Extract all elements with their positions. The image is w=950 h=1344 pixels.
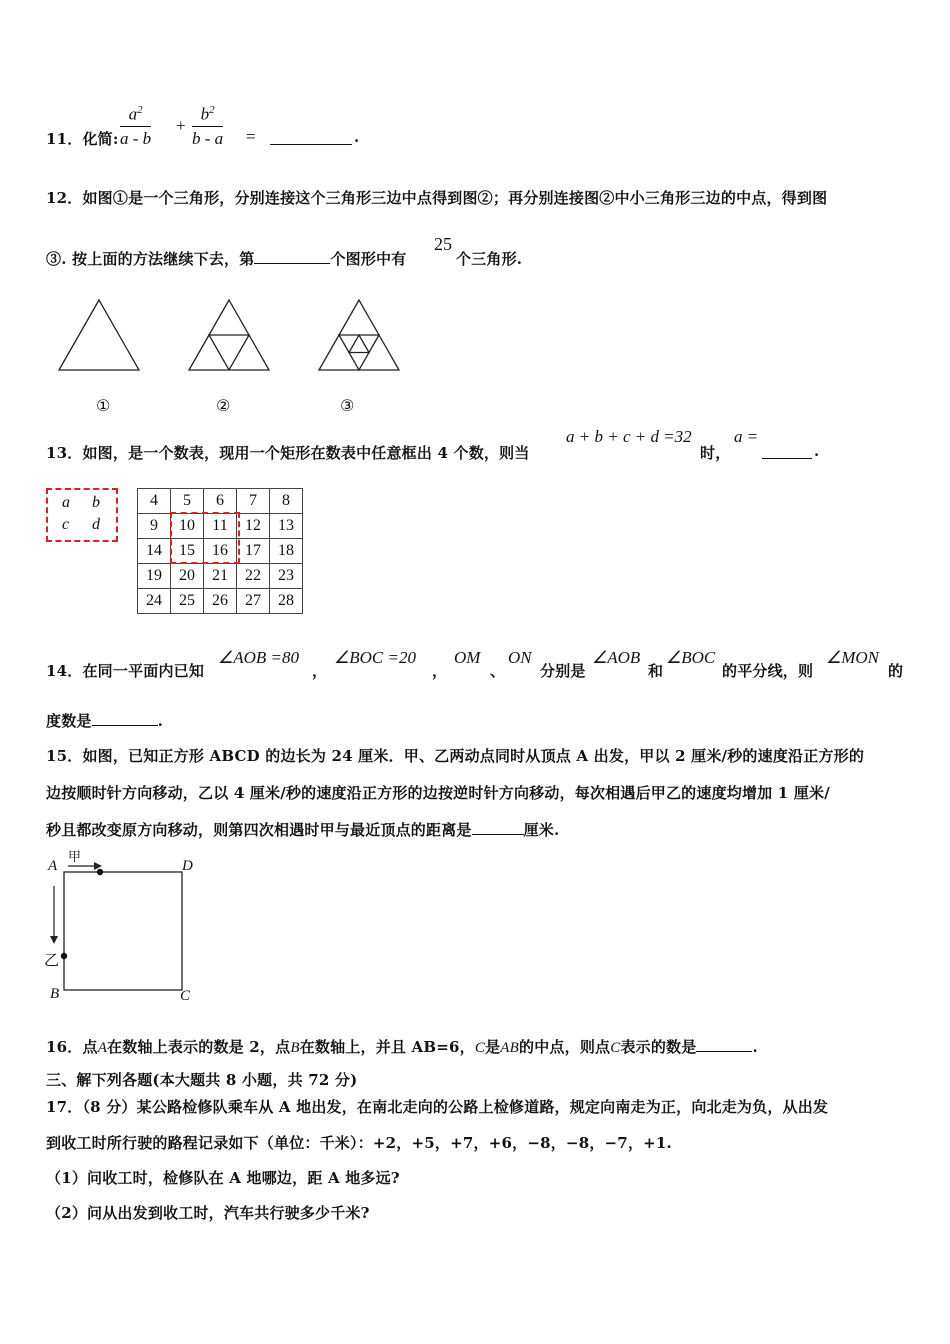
table-cell: 23 xyxy=(270,564,303,589)
q15-line3-a: 秒且都改变原方向移动，则第四次相遇时甲与最近顶点的距离是 xyxy=(46,821,472,839)
q16-point-a: A xyxy=(97,1040,108,1056)
legend-b: b xyxy=(92,494,100,511)
table-cell: 28 xyxy=(270,589,303,614)
table-cell: 4 xyxy=(138,489,171,514)
legend-a: a xyxy=(62,494,70,511)
q13-selection-box xyxy=(170,512,240,564)
q14-answer-blank xyxy=(92,711,158,726)
q12-count: 25 xyxy=(434,234,452,254)
table-cell: 24 xyxy=(138,589,171,614)
q16-part: 是 xyxy=(485,1038,501,1056)
q13-text-b: 时， xyxy=(700,444,731,462)
table-cell: 19 xyxy=(138,564,171,589)
q14-text-c: 和 xyxy=(648,662,664,680)
q14-text-d: 的平分线，则 xyxy=(722,662,814,680)
q16-answer-blank xyxy=(696,1037,752,1052)
table-cell: 27 xyxy=(237,589,270,614)
q13-answer-blank xyxy=(762,444,812,463)
q16-part: 在数轴上，并且 AB=6， xyxy=(299,1038,475,1056)
table-cell: 11 xyxy=(204,514,237,539)
jia-arrow-head xyxy=(94,862,102,870)
table-cell: 18 xyxy=(270,539,303,564)
q17-line1: 17．（8 分）某公路检修队乘车从 A 地出发，在南北走向的公路上检修道路，规定向南走为正，向北走为负，从出发 xyxy=(46,1098,829,1116)
vertex-b: B xyxy=(50,986,60,1002)
triangle-figure-3 xyxy=(319,300,399,370)
q13-condition: a + b + c + d =32 xyxy=(566,427,692,446)
legend-c: c xyxy=(62,516,70,533)
table-row xyxy=(138,589,303,614)
q11-fraction-1 xyxy=(120,104,151,149)
table-row xyxy=(138,564,303,589)
fig-label-2: ② xyxy=(216,396,231,415)
q16-part: 表示的数是 xyxy=(620,1038,697,1056)
q14-angle-boc-20: ∠BOC =20 xyxy=(334,648,416,667)
q16-part: 的中点，则点 xyxy=(519,1038,611,1056)
table-cell: 25 xyxy=(171,589,204,614)
q16-point-c: C xyxy=(474,1040,486,1056)
q15-line1: 15．如图，已知正方形 ABCD 的边长为 24 厘米．甲、乙两动点同时从顶点 A 出发，甲以 2 厘米/秒的速度沿正方形的 xyxy=(46,747,865,765)
q12-line2 xyxy=(46,248,406,269)
q11-frac2-den: b - a xyxy=(192,128,224,148)
table-cell: 10 xyxy=(171,514,204,539)
square-abcd xyxy=(64,872,182,990)
yi-point xyxy=(61,953,67,959)
q14-angle-boc: ∠BOC xyxy=(666,648,716,667)
q14-sep3: 、 xyxy=(490,662,506,680)
q16-part: 在数轴上表示的数是 2，点 xyxy=(107,1038,291,1056)
q15-line3-b: 厘米. xyxy=(523,821,560,839)
q11-plus: + xyxy=(176,116,186,135)
yi-arrow-head xyxy=(50,936,58,944)
q12-line2-c: 个三角形. xyxy=(456,250,523,268)
q12-answer-blank xyxy=(254,249,330,264)
table-cell: 14 xyxy=(138,539,171,564)
label-yi: 乙 xyxy=(44,951,60,969)
table-cell: 12 xyxy=(237,514,270,539)
table-cell: 13 xyxy=(270,514,303,539)
q12-line1: 12．如图①是一个三角形，分别连接这个三角形三边中点得到图②；再分别连接图②中小三角形三边的中点，得到图 xyxy=(46,189,828,207)
q16-text xyxy=(46,1036,758,1057)
triangle-figure-2 xyxy=(189,300,269,370)
label-jia: 甲 xyxy=(68,850,82,865)
q16-period: . xyxy=(752,1038,758,1056)
table-cell: 26 xyxy=(204,589,237,614)
q17-line2: 到收工时所行驶的路程记录如下（单位：千米）：+2，+5，+7，+6，−8，−8，−7，+1. xyxy=(46,1134,672,1152)
table-cell: 16 xyxy=(204,539,237,564)
q11-period: . xyxy=(354,128,360,146)
q14-period: . xyxy=(157,712,164,730)
q14-angle-aob-80: ∠AOB =80 xyxy=(218,648,300,667)
q16-point-c: C xyxy=(610,1040,621,1056)
table-cell: 9 xyxy=(138,514,171,539)
q11-label: 11．化简: xyxy=(46,130,119,148)
table-cell: 8 xyxy=(270,489,303,514)
legend-d: d xyxy=(92,516,100,533)
q17-sub1: （1）问收工时，检修队在 A 地哪边，距 A 地多远? xyxy=(46,1169,400,1187)
q12-triangle-figures xyxy=(0,290,420,380)
q12-line2-b: 个图形中有 xyxy=(330,250,407,268)
q15-answer-blank xyxy=(472,820,524,835)
q11-frac2-num: b xyxy=(200,104,210,124)
vertex-d: D xyxy=(182,858,193,874)
q11-frac1-num: a xyxy=(128,104,138,124)
q13-ask: a = xyxy=(734,427,759,446)
q14-text-e: 的 xyxy=(888,662,904,680)
vertex-c: C xyxy=(180,988,191,1004)
table-cell: 21 xyxy=(204,564,237,589)
q11-equals: = xyxy=(246,127,256,146)
table-cell: 6 xyxy=(204,489,237,514)
q11-fraction-2 xyxy=(192,104,223,149)
q14-text-b: 分别是 xyxy=(540,662,586,680)
q13-text-a: 13．如图，是一个数表，现用一个矩形在数表中任意框出 4 个数，则当 xyxy=(46,444,530,462)
table-cell: 22 xyxy=(237,564,270,589)
q11-frac1-exp: 2 xyxy=(137,104,143,116)
fig-label-3: ③ xyxy=(340,396,355,415)
q14-sep1: ， xyxy=(312,662,328,680)
q11-frac1-den: a - b xyxy=(120,128,152,148)
vertex-a: A xyxy=(48,858,58,874)
jia-point xyxy=(97,869,103,875)
q16-segment-ab: AB xyxy=(500,1040,520,1056)
q15-line3 xyxy=(46,819,559,840)
q14-line2 xyxy=(46,710,163,731)
q11-answer-blank xyxy=(270,130,352,149)
table-cell: 15 xyxy=(171,539,204,564)
q11-frac2-exp: 2 xyxy=(209,104,215,116)
q14-om: OM xyxy=(454,648,481,667)
q14-angle-aob: ∠AOB xyxy=(592,648,641,667)
table-cell: 17 xyxy=(237,539,270,564)
table-cell: 5 xyxy=(171,489,204,514)
q13-period: . xyxy=(814,442,820,460)
q14-angle-mon: ∠MON xyxy=(826,648,880,667)
q17-sub2: （2）问从出发到收工时，汽车共行驶多少千米? xyxy=(46,1204,370,1222)
table-row xyxy=(138,489,303,514)
q16-part: 16．点 xyxy=(46,1038,98,1056)
q13-legend-box xyxy=(46,488,118,542)
q14-text-a: 14．在同一平面内已知 xyxy=(46,662,205,680)
fig-label-1: ① xyxy=(96,396,111,415)
q14-on: ON xyxy=(508,648,532,667)
q12-line2-a: ③. 按上面的方法继续下去，第 xyxy=(46,250,255,268)
q14-sep2: ， xyxy=(432,662,448,680)
q15-line2: 边按顺时针方向移动，乙以 4 厘米/秒的速度沿正方形的边按逆时针方向移动，每次相遇后甲乙的速度均增加 1 厘米/ xyxy=(46,784,830,802)
triangle-figure-1 xyxy=(59,300,139,370)
section-heading: 三、解下列各题(本大题共 8 小题，共 72 分) xyxy=(46,1071,358,1089)
table-cell: 7 xyxy=(237,489,270,514)
q14-line2-text: 度数是 xyxy=(46,712,92,730)
q16-point-b: B xyxy=(290,1040,300,1056)
table-cell: 20 xyxy=(171,564,204,589)
